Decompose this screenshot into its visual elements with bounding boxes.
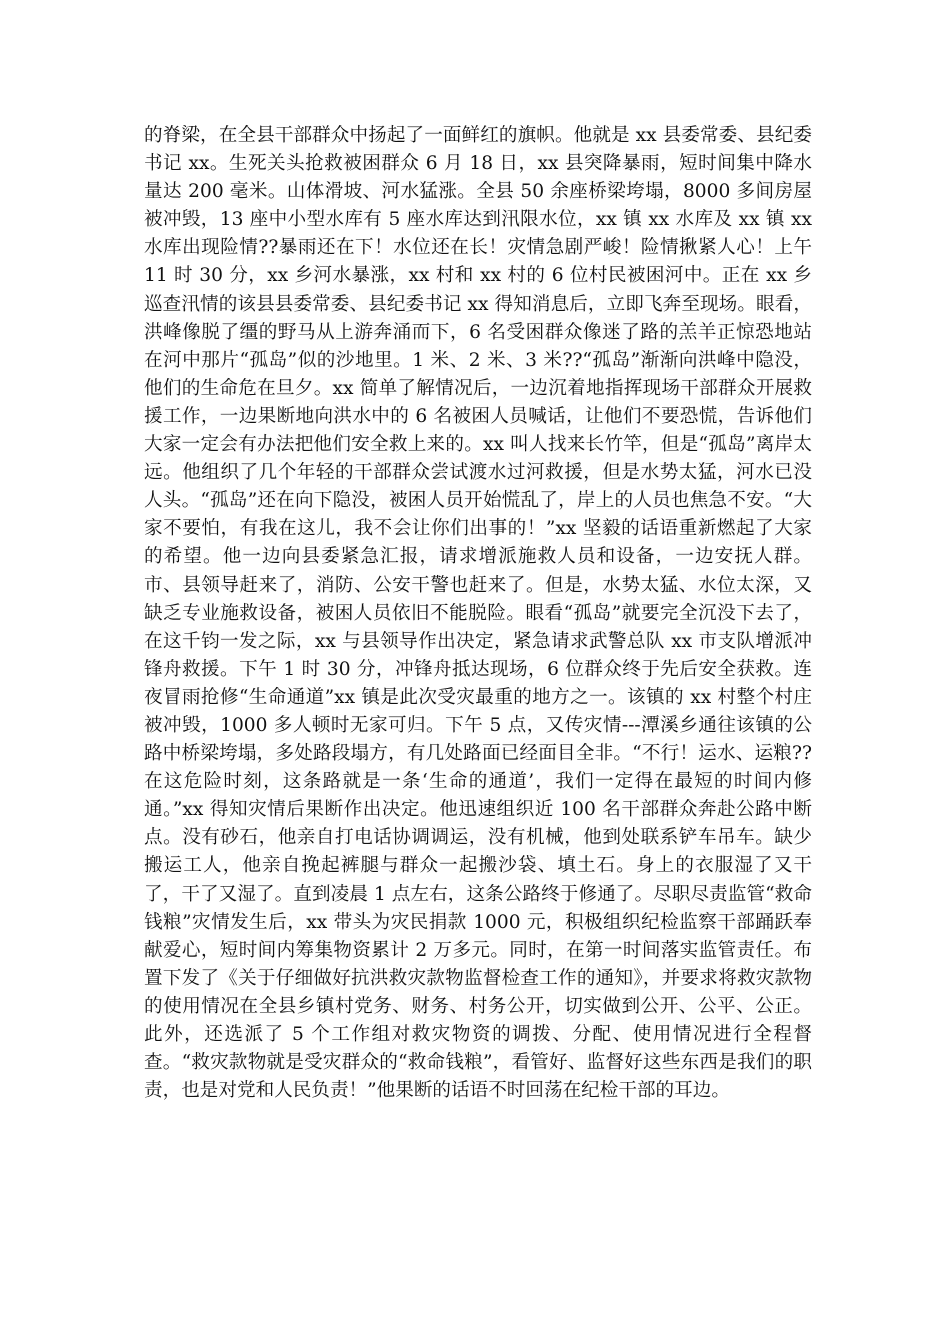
body-paragraph: 的脊梁，在全县干部群众中扬起了一面鲜红的旗帜。他就是 xx 县委常委、县纪委书记 xx。生死关头抢救被困群众 6 月 18 日，xx 县突降暴雨，短时间集中降水量达 200 毫米。山体滑坡、河水猛涨。全县 50 余座桥梁垮塌，8000 多间房屋被冲毁，13 座中小型水库有 5 座水库达到汛限水位，xx 镇 xx 水库及 xx 镇 xx 水库出现险情??暴雨还在下！水位还在长！灾情急剧严峻！险情揪紧人心！上午 11 时 30 分，xx 乡河水暴涨，xx 村和 xx 村的 6 位村民被困河中。正在 xx 乡巡查汛情的该县县委常委、县纪委书记 xx 得知消息后，立即飞奔至现场。眼看，洪峰像脱了缰的野马从上游奔涌而下，6 名受困群众像迷了路的羔羊正惊恐地站在河中那片“孤岛”似的沙地里。1 米、2 米、3 米??“孤岛”渐渐向洪峰中隐没，他们的生命危在旦夕。xx 简单了解情况后，一边沉着地指挥现场干部群众开展救援工作，一边果断地向洪水中的 6 名被困人员喊话，让他们不要恐慌，告诉他们大家一定会有办法把他们安全救上来的。xx 叫人找来长竹竿，但是“孤岛”离岸太远。他组织了几个年轻的干部群众尝试渡水过河救援，但是水势太猛，河水已没人头。“孤岛”还在向下隐没，被困人员开始慌乱了，岸上的人员也焦急不安。“大家不要怕，有我在这儿，我不会让你们出事的！”xx 坚毅的话语重新燃起了大家的希望。他一边向县委紧急汇报，请求增派施救人员和设备，一边安抚人群。市、县领导赶来了，消防、公安干警也赶来了。但是，水势太猛、水位太深，又缺乏专业施救设备，被困人员依旧不能脱险。眼看“孤岛”就要完全沉没下去了，在这千钧一发之际，xx 与县领导作出决定，紧急请求武警总队 xx 市支队增派冲锋舟救援。下午 1 时 30 分，冲锋舟抵达现场，6 位群众终于先后安全获救。连夜冒雨抢修“生命通道”xx 镇是此次受灾最重的地方之一。该镇的 xx 村整个村庄被冲毁，1000 多人顿时无家可归。下午 5 点，又传灾情---潭溪乡通往该镇的公路中桥梁垮塌，多处路段塌方，有几处路面已经面目全非。“不行！运水、运粮??在这危险时刻，这条路就是一条‘生命的通道’，我们一定得在最短的时间内修通。”xx 得知灾情后果断作出决定。他迅速组织近 100 名干部群众奔赴公路中断点。没有砂石，他亲自打电话协调调运，没有机械，他到处联系铲车吊车。缺少搬运工人，他亲自挽起裤腿与群众一起搬沙袋、填土石。身上的衣服湿了又干了，干了又湿了。直到凌晨 1 点左右，这条公路终于修通了。尽职尽责监管“救命钱粮”灾情发生后，xx 带头为灾民捐款 1000 元，积极组织纪检监察干部踊跃奉献爱心，短时间内筹集物资累计 2 万多元。同时，在第一时间落实监管责任。布置下发了《关于仔细做好抗洪救灾款物监督检查工作的通知》，并要求将救灾款物的使用情况在全县乡镇村党务、财务、村务公开，切实做到公开、公平、公正。此外，还选派了 5 个工作组对救灾物资的调拨、分配、使用情况进行全程督查。“救灾款物就是受灾群众的“救命钱粮”，看管好、监督好这些东西是我们的职责，也是对党和人民负责！”他果断的话语不时回荡在纪检干部的耳边。: [144, 125, 812, 1102]
